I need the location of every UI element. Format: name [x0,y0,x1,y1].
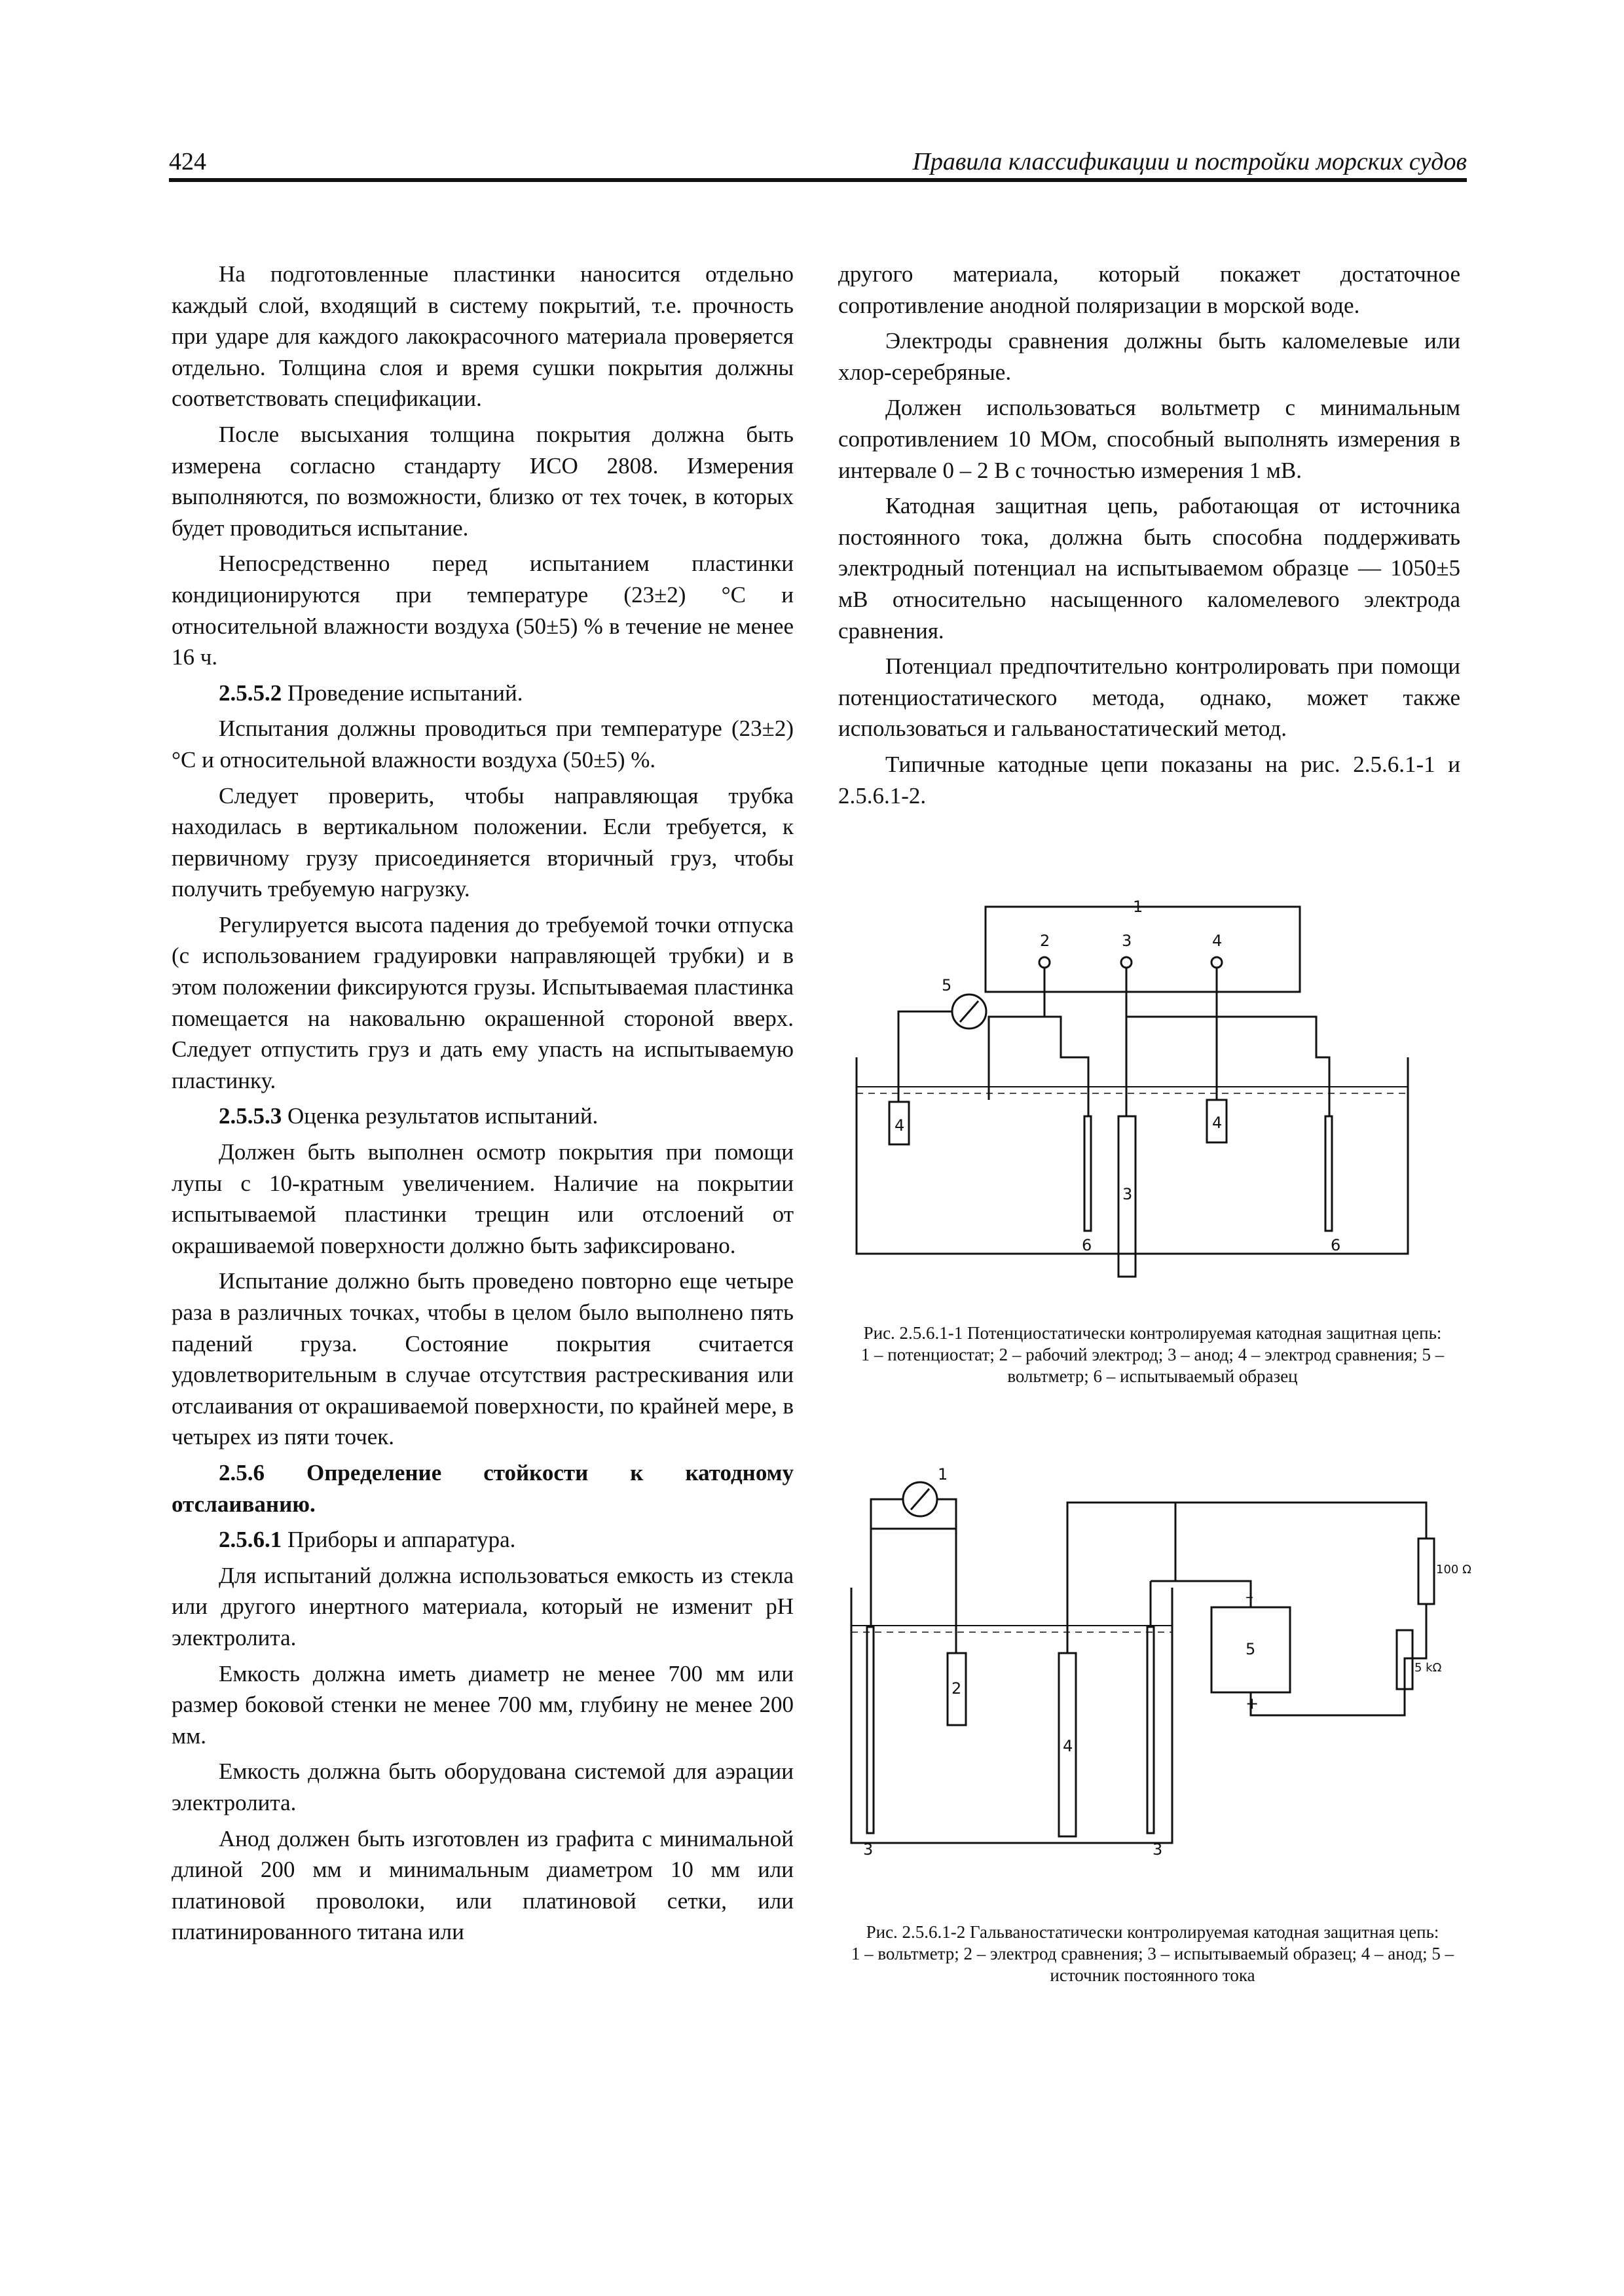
paragraph: Испытания должны проводиться при температуре (23±2) °С и относительной влажности воздуха (50±5) %. [172,716,794,773]
potentiostatic-diagram [845,894,1460,1286]
paragraph: Регулируется высота падения до требуемой точки отпуска (с использованием градуировки направляющей трубки) и в этом положении фиксируются грузы. Испытываемая пластинка помещается на наковальню окрашенной стороной вверх. Следует отпустить груз и дать ему упасть на испытываемую пластинку. [172,911,794,1093]
subsection-heading [172,678,794,709]
paragraph: Испытание должно быть проведено повторно еще четыре раза в различных точках, чтобы в целом было выполнено пять падений груза. Состояние покрытия считается удовлетворительным в случае отсутствия растрескивания или отслаивания от окрашиваемой поверхности, по крайней мере, в четырех из пяти точек. [172,1268,794,1450]
fig2-label-3-left: 3 [863,1840,874,1859]
caption-title: Рис. 2.5.6.1-1 Потенциостатически контролируемая катодная защитная цепь: [863,1323,1442,1343]
left-column [172,259,794,1952]
paragraph: Емкость должна иметь диаметр не менее 700 мм или размер боковой стенки не менее 700 мм, глубину не менее 200 мм. [172,1660,794,1749]
page-header [169,147,1467,181]
section-number: 2.5.6.1 [219,1527,282,1553]
caption-title: Рис. 2.5.6.1-2 Гальваностатически контролируемая катодная защитная цепь: [866,1922,1439,1942]
fig2-label-4: 4 [1063,1737,1073,1755]
right-column [838,259,1460,816]
fig1-label-4-right: 4 [1212,1114,1223,1132]
fig1-label-5: 5 [942,976,952,994]
fig2-label-5: 5 [1246,1640,1256,1658]
figure-1-caption [841,1322,1464,1387]
paragraph: Должен быть выполнен осмотр покрытия при помощи лупы с 10-кратным увеличением. Наличие на покрытии испытываемой пластинки трещин или отслоений от окрашиваемой поверхности должно быть зафиксировано. [172,1139,794,1258]
fig2-label-5kohm: 5 kΩ [1414,1661,1442,1675]
fig1-label-1: 1 [1133,898,1143,916]
paragraph: Должен использоваться вольтметр с минимальным сопротивлением 10 МОм, способный выполнять измерения в интервале 0 – 2 В с точностью измерения 1 мВ. [838,395,1460,483]
subsection-heading [172,1101,794,1132]
fig1-label-6-right: 6 [1331,1236,1341,1254]
figure-potentiostatic-circuit [845,894,1460,1286]
section-title: Оценка результатов испытаний. [282,1103,599,1129]
paragraph: Анод должен быть изготовлен из графита с минимальной длиной 200 мм и минимальным диаметром 10 мм или платиновой проволоки, или платиновой сетки, или платинированного титана или [172,1825,794,1945]
paragraph: другого материала, который покажет достаточное сопротивление анодной поляризации в морской воде. [838,261,1460,318]
paragraph: Катодная защитная цепь, работающая от источника постоянного тока, должна быть способна поддерживать электродный потенциал на испытываемом образце — 1050±5 мВ относительно насыщенного каломелевого электрода сравнения. [838,493,1460,644]
potentiostat-box [986,907,1300,992]
figure-2-caption [841,1922,1464,1986]
paragraph: Для испытаний должна использоваться емкость из стекла или другого инертного материала, который не изменит pH электролита. [172,1562,794,1650]
fig2-label-100ohm: 100 Ω [1436,1563,1471,1576]
paragraph: Электроды сравнения должны быть каломелевые или хлор-серебряные. [838,328,1460,385]
paragraph: После высыхания толщина покрытия должна быть измерена согласно стандарту ИСО 2808. Измерения выполняются, по возможности, близко от тех точек, в которых будет проводиться испытание. [172,421,794,541]
section-heading: 2.5.6 Определение стойкости к катодному отслаиванию. [172,1459,794,1517]
figure-galvanostatic-circuit [845,1463,1471,1859]
fig1-label-4: 4 [1212,932,1223,950]
paragraph: На подготовленные пластинки наносится отдельно каждый слой, входящий в систему покрытий, т.е. прочность при ударе для каждого лакокрасочного материала проверяется отдельно. Толщина слоя и время сушки покрытия должны соответствовать спецификации. [172,261,794,412]
caption-legend: 1 – вольтметр; 2 – электрод сравнения; 3 – испытываемый образец; 4 – анод; 5 – источник постоянного тока [851,1944,1454,1985]
paragraph: Следует проверить, чтобы направляющая трубка находилась в вертикальном положении. Если требуется, к первичному грузу присоединяется вторичный груз, чтобы получить требуемую нагрузку. [172,782,794,902]
subsection-heading [172,1524,794,1556]
section-title: Приборы и аппаратура. [282,1527,516,1553]
fig2-label-1: 1 [938,1465,948,1484]
paragraph: Типичные катодные цепи показаны на рис. 2.5.6.1-1 и 2.5.6.1-2. [838,751,1460,809]
header-rule [169,178,1467,182]
fig1-label-4-left: 4 [895,1116,905,1135]
caption-legend: 1 – потенциостат; 2 – рабочий электрод; 3 – анод; 4 – электрод сравнения; 5 – вольтметр; 6 – испытываемый образец [860,1345,1445,1386]
section-title: Проведение испытаний. [282,680,523,706]
fig2-label-plus: + [1246,1694,1259,1713]
page-number: 424 [169,148,206,175]
paragraph: Непосредственно перед испытанием пластинки кондиционируются при температуре (23±2) °С и относительной влажности воздуха (50±5) % в течение не менее 16 ч. [172,551,794,670]
fig1-label-3-anode: 3 [1122,1185,1133,1203]
fig1-label-6-left: 6 [1082,1236,1092,1254]
fig2-label-3-right: 3 [1153,1840,1163,1859]
section-number: 2.5.5.3 [219,1103,282,1129]
fig2-label-2: 2 [951,1679,962,1698]
galvanostatic-diagram [845,1463,1471,1859]
fig1-label-2: 2 [1040,932,1050,950]
section-number: 2.5.5.2 [219,680,282,706]
running-title: Правила классификации и постройки морских судов [912,148,1467,175]
fig2-label-minus: – [1246,1588,1253,1606]
fig1-label-3: 3 [1122,932,1132,950]
paragraph: Потенциал предпочтительно контролировать при помощи потенциостатического метода, однако, может также использоваться и гальваностатический метод. [838,653,1460,742]
paragraph: Емкость должна быть оборудована системой для аэрации электролита. [172,1758,794,1815]
